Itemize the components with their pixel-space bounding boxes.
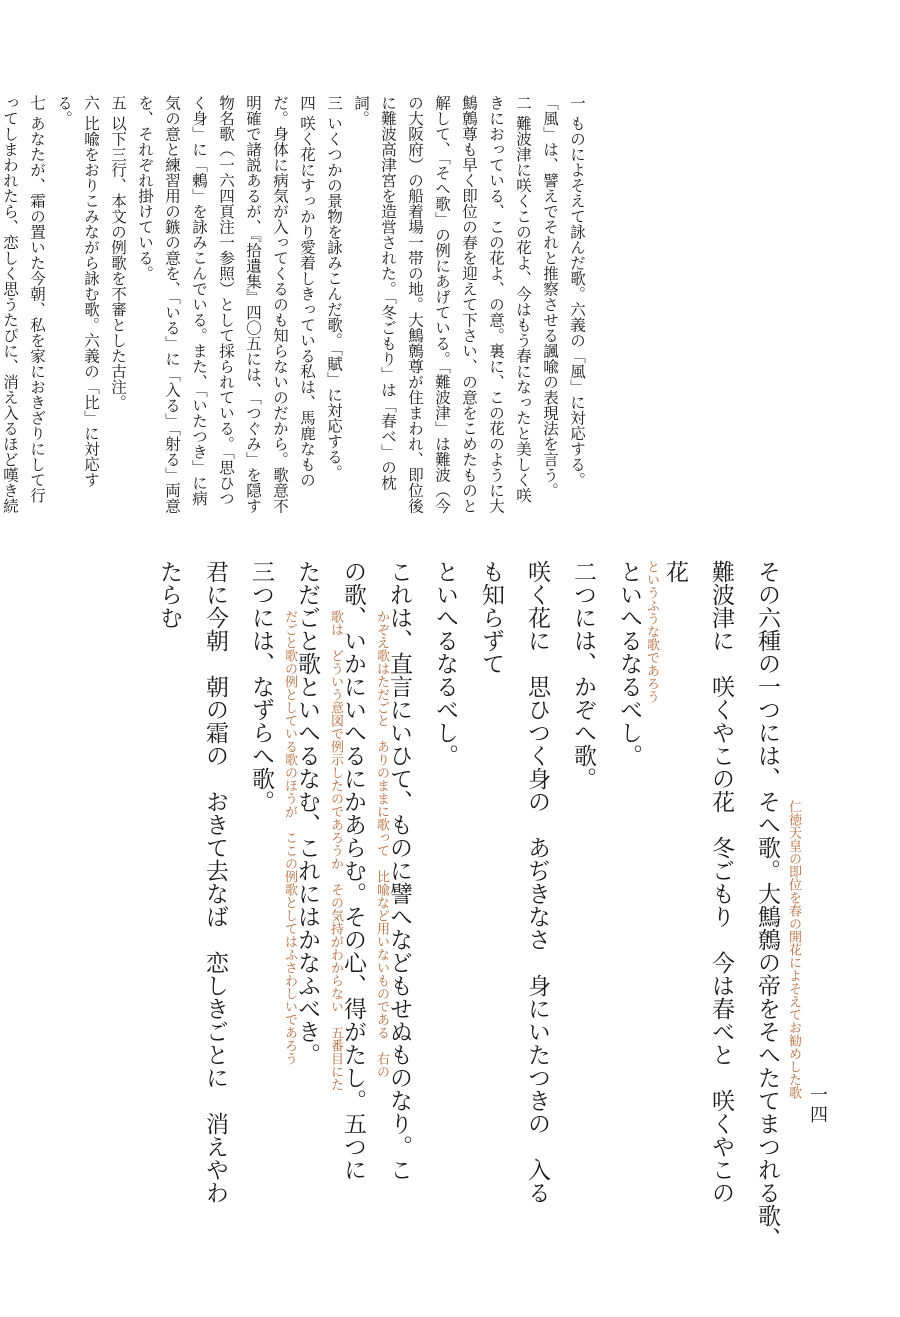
note-6: 六 比喩をおりこみながら詠む歌。六義の「比」に対応する。 [55, 95, 100, 488]
gloss-soeuta: 仁徳天皇の即位を春の開花によそえてお勧めした歌 [786, 800, 801, 1099]
main-line: 君に今朝 朝の霜の おきて去なば 恋しきごとに 消えやわ [202, 560, 228, 1204]
main-line: 難波津に 咲くやこの花 冬ごもり 今は春べと 咲くやこの [708, 560, 734, 1204]
notes-section [1, 95, 590, 515]
note-5: 五 以下三行、本文の例歌を不審とした古注。 [109, 95, 127, 410]
note-7: 七 あなたが、霜の置いた今朝、私を家におきざりにして行ってしまわれたら、恋しく思うたびに、消え入るほど嘆き続 [1, 95, 46, 514]
gloss-koche-2: 歌は どういう意図で例示したのであろうか その気持がわからない 五番目にた [328, 610, 343, 1091]
main-line: も知らずて [478, 560, 504, 675]
main-line: といへるなるべし。 [432, 560, 458, 767]
note-4: 四 咲く花にすっかり愛着しきっている私は、馬鹿なものだ。身体に病気が入ってくるのも知らないのだから。歌意不明確で諸説あるが、『拾遺集』四〇五には、「つぐみ」を隠す物名歌（一六四頁注一参照）として採られている。「思ひつく身」に「鶫」を詠みこんでいる。また、「いたつき」に病気の意と練習用の鏃の意を、「いる」に「入る」「射る」両意を、それぞれ掛けている。 [136, 95, 316, 514]
main-line: 二つには、かぞへ歌。 [570, 560, 596, 790]
gloss-koche-3: だごと歌の例としている歌のほうが ここの例歌としてはふさわしいであろう [282, 610, 297, 1065]
main-text [100, 560, 790, 1250]
main-line: その六種の一つには、そへ歌。大鷦鷯の帝をそへたてまつれる歌、 [754, 560, 780, 1250]
main-line: 花 [662, 560, 688, 583]
note-2: 二 難波津に咲くこの花よ、今はもう春になったと美しく咲きにおっている、この花よ、の意。裏に、この花のように大鷦鷯尊も早く即位の春を迎えて下さい、の意をこめたものと解して、「そへ歌」の例にあげている。「難波津」は難波（今の大阪府）の船着場一帯の地。大鷦鷯尊が住まわれ、即位後に難波高津宮を造営された。「冬ごもり」は「春べ」の枕詞。 [352, 95, 532, 514]
main-line: といへるなるべし。 [616, 560, 642, 767]
main-line: の歌、いかにいへるにかあらむ。その心、得がたし。五つに [340, 560, 366, 1181]
main-line: 三つには、なずらへ歌。 [248, 560, 274, 813]
main-line: ただごと歌といへるなむ、これにはかなふべき。 [294, 560, 320, 1066]
note-1: 一 ものによそえて詠んだ歌。六義の「風」に対応する。「風」は、譬えでそれと推察させる諷喩の表現法を言う。 [541, 95, 586, 498]
gloss-kazoeuta: というふうな歌であろう [644, 560, 659, 703]
main-line: 咲く花に 思ひつく身の あぢきなさ 身にいたつきの 入る [524, 560, 550, 1204]
main-line: たらむ [156, 560, 182, 629]
main-line: これは、直言にいひて、ものに譬へなどもせぬものなり。こ [386, 560, 412, 1181]
page-number: 一四 [807, 1085, 828, 1125]
note-3: 三 いくつかの景物を詠みこんだ歌。「賦」に対応する。 [325, 95, 343, 480]
gloss-koche-1: かぞえ歌はただごと ありのままに歌って 比喩など用いないものである 右の [374, 610, 389, 1078]
